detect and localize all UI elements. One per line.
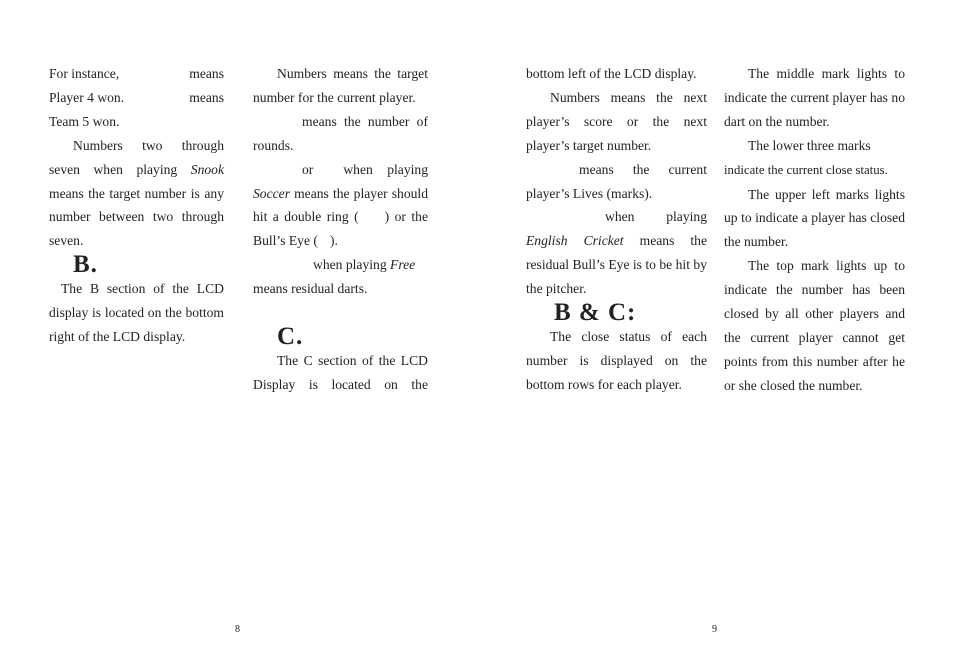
text-soccer-c: means the player should hit a double ring ( <box>253 185 428 225</box>
text-snook-b: means the target number is any number between two through seven. <box>49 185 224 249</box>
paragraph-numbers-target: Numbers means the target number for the current player. <box>253 66 428 105</box>
paragraph-close-status: The close status of each number is displayed on the bottom rows for each player. <box>526 329 707 392</box>
page-number-8: 8 <box>235 624 240 635</box>
text-snook-italic: Snook <box>190 161 224 177</box>
paragraph-instance <box>49 62 224 134</box>
text-cricket-b: means the residual Bull’s Eye is to be hit by the pitcher. <box>526 233 707 297</box>
text-soccer-d: ) or the Bull’s Eye ( <box>253 209 428 249</box>
text-player-4-won: Player 4 won. <box>49 89 125 105</box>
text-cricket-a: when playing <box>605 209 707 225</box>
text-soccer-italic: Soccer <box>253 185 290 201</box>
text-lower-b: indicate the current close status. <box>724 162 888 177</box>
text-means-2: means <box>189 89 224 105</box>
paragraph-lives: means the current player’s Lives (marks). <box>526 161 707 201</box>
text-free-a: when playing <box>313 257 391 273</box>
heading-c: C. <box>277 323 304 351</box>
column-3 <box>526 62 707 397</box>
page-number-9: 9 <box>712 624 717 635</box>
column-1 <box>49 62 224 349</box>
heading-b-and-c: B & C: <box>554 299 637 327</box>
paragraph-lower-marks <box>724 134 905 183</box>
paragraph-top-mark: The top mark lights up to indicate the number has been closed by all other players and the current player cannot get points from this number after he or she closed the number. <box>724 258 905 393</box>
paragraph-c-section: The C section of the LCD Display is located on the <box>253 353 428 392</box>
text-for-instance: For instance, <box>49 66 120 81</box>
paragraph-b-section: The B section of the LCD display is located on the bottom right of the LCD display. <box>49 281 224 345</box>
heading-b: B. <box>73 251 98 279</box>
text-lower-a: The lower three marks <box>748 137 871 153</box>
paragraph-next-player: Numbers means the next player’s score or the next player’s target number. <box>526 89 707 153</box>
text-when-playing: when playing <box>343 161 428 177</box>
paragraph-rounds: means the number of rounds. <box>253 113 428 153</box>
column-2 <box>253 62 428 397</box>
text-soccer-e: ). <box>329 233 338 249</box>
column-4 <box>724 62 905 398</box>
paragraph-english-cricket <box>526 205 707 301</box>
text-free-italic: Free <box>390 257 416 273</box>
paragraph-middle-mark: The middle mark lights to indicate the current player has no dart on the number. <box>724 66 905 129</box>
paragraph-snook <box>49 134 224 254</box>
paragraph-soccer <box>253 158 428 254</box>
text-snook-a: Numbers two through seven when playing <box>49 137 224 177</box>
text-means-1: means <box>189 66 224 81</box>
text-or: or <box>302 161 314 177</box>
paragraph-upper-left: The upper left marks lights up to indicate a player has closed the number. <box>724 186 905 250</box>
text-cricket-italic: English Cricket <box>526 233 624 249</box>
text-team-5-won: Team 5 won. <box>49 113 120 129</box>
paragraph-bottom-left: bottom left of the LCD display. <box>526 66 697 81</box>
paragraph-free <box>253 253 428 301</box>
text-free-b: means residual darts. <box>253 281 368 297</box>
